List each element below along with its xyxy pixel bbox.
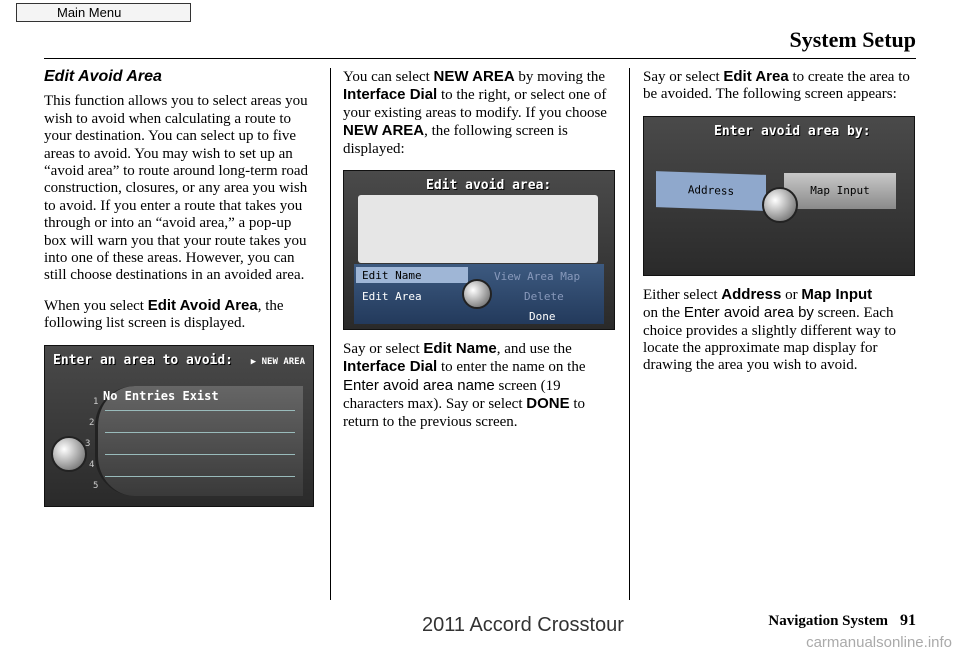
list-number: 5 [93, 480, 99, 491]
page-number: 91 [900, 612, 916, 629]
column-divider [330, 68, 331, 600]
subheading: Edit Avoid Area [44, 68, 162, 85]
main-menu-button[interactable]: Main Menu [16, 3, 191, 22]
done-option[interactable]: Done [529, 310, 556, 324]
model-watermark: 2011 Accord Crosstour [422, 614, 624, 636]
new-area-label: ▶ NEW AREA [250, 356, 305, 367]
paragraph: When you select Edit Avoid Area, the following list screen is displayed. [44, 296, 284, 332]
edit-name-option[interactable]: Edit Name [356, 267, 468, 283]
paragraph: You can select NEW AREA by moving the Interface Dial to the right, or select one of your existing areas to modify. If you choose NEW AREA, the following screen is displayed: [343, 68, 607, 157]
page-footer: Navigation System 91 [768, 612, 916, 629]
nav-screen-avoid-by [643, 116, 915, 276]
delete-option[interactable]: Delete [524, 290, 564, 304]
screen-title: Enter an area to avoid: [53, 352, 234, 368]
list-number: 2 [89, 417, 95, 428]
section-title: System Setup [789, 27, 916, 52]
edit-area-option[interactable]: Edit Area [362, 290, 422, 304]
paragraph: Either select Address or Map Input on the Enter avoid area by screen. Each choice provides a slightly different way to locate the approximate map display for drawing the area you wish to avoid. [643, 285, 896, 374]
header-rule [44, 58, 916, 59]
interface-dial-icon [462, 279, 492, 309]
column-3 [643, 68, 915, 387]
column-2 [343, 68, 615, 443]
map-input-option[interactable]: Map Input [784, 173, 896, 209]
nav-screen-edit [343, 170, 615, 330]
list-number: 3 [85, 438, 91, 449]
paragraph: This function allows you to select areas you wish to avoid when calculating a route to your destination. You can select up to five areas to avoid. You may wish to set up an “avoid area” to route around long-term road construction, closures, or any area you wish to avoid. If you enter a route that takes you through or into an “avoid area,” a pop-up box will warn you that your route takes you into one of these areas. However, you can still choose destinations in an avoided area. [44, 93, 309, 284]
site-watermark: carmanualsonline.info [806, 634, 952, 651]
view-area-map-option[interactable]: View Area Map [494, 270, 581, 284]
address-option[interactable]: Address [656, 171, 766, 211]
screen-title: Edit avoid area: [426, 178, 552, 194]
interface-dial-icon [51, 436, 87, 472]
paragraph: Say or select Edit Name, and use the Interface Dial to enter the name on the Enter avoid area name screen (19 characters max). Say or select DONE to return to the previous screen. [343, 340, 586, 430]
column-1 [44, 68, 316, 507]
column-divider [629, 68, 630, 600]
list-number: 1 [93, 396, 99, 407]
interface-dial-icon [762, 187, 798, 223]
no-entries-text: No Entries Exist [103, 388, 219, 403]
list-number: 4 [89, 459, 95, 470]
paragraph: Say or select Edit Area to create the area to be avoided. The following screen appears: [643, 68, 910, 103]
screen-title: Enter avoid area by: [714, 123, 871, 139]
nav-screen-list [44, 345, 314, 507]
